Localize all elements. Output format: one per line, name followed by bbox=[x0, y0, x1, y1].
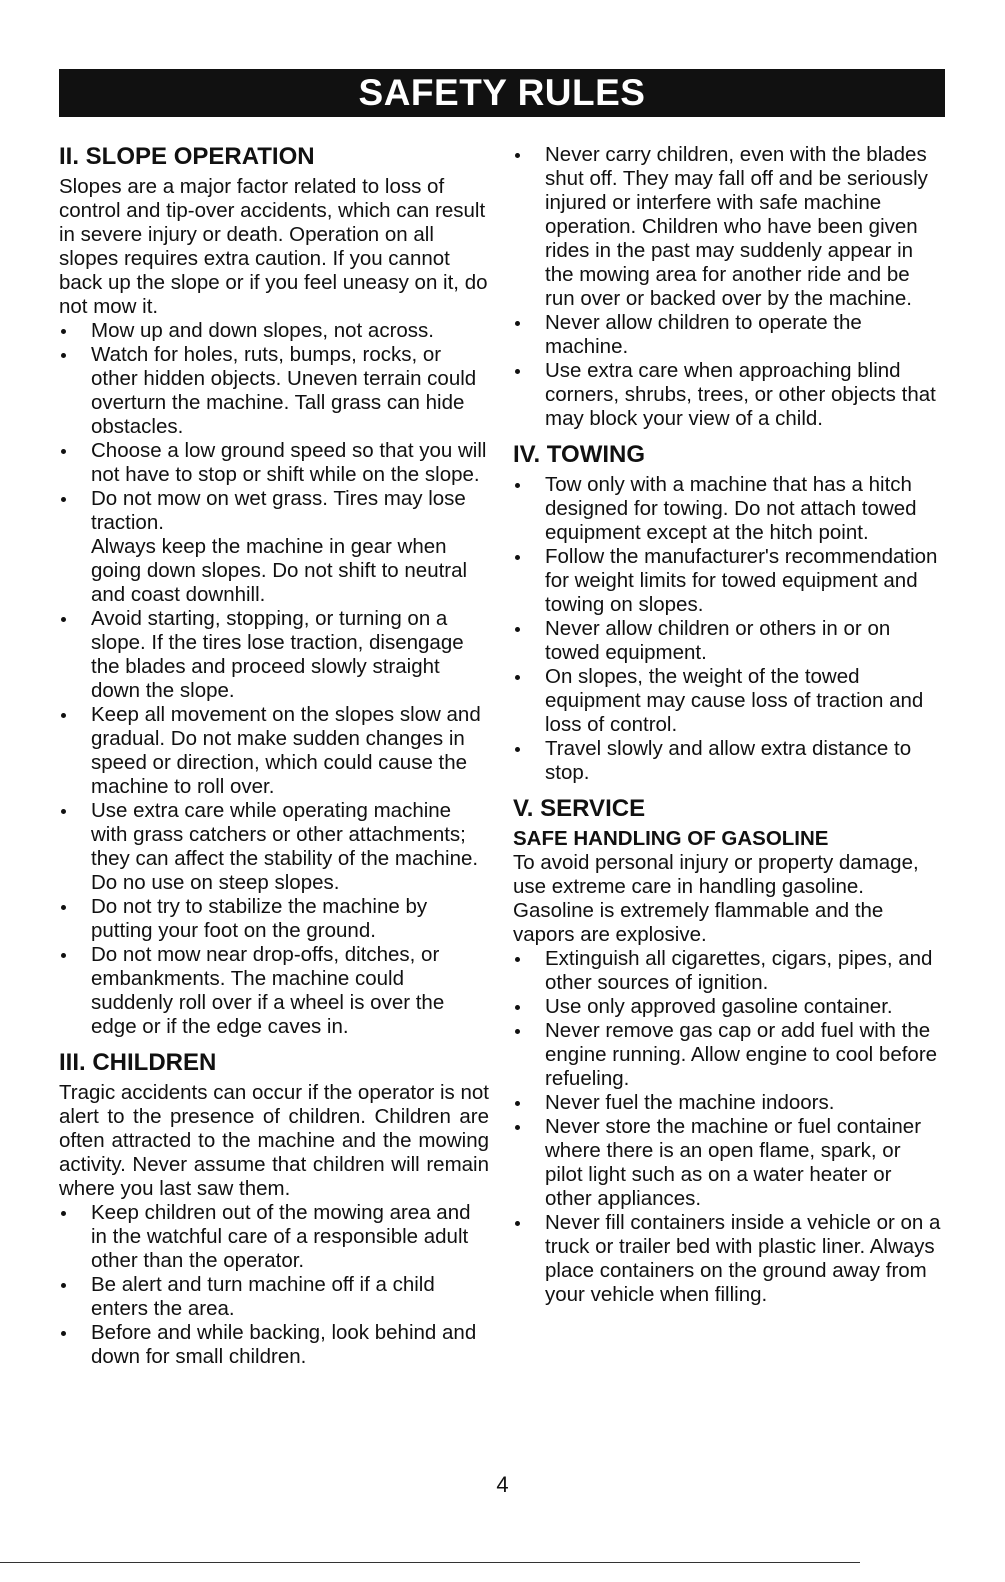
list-item: Mow up and down slopes, not across. bbox=[59, 319, 489, 343]
bullet-icon bbox=[515, 747, 520, 752]
slope-operation-heading: II. SLOPE OPERATION bbox=[59, 143, 315, 170]
list-item: Never allow children or others in or on towed equipment. bbox=[513, 617, 941, 665]
slope-operation-intro: Slopes are a major factor related to loss of control and tip-over accidents, which can result in severe injury or death. Operation on all slopes requires extra caution. If you cannot back up the slope or if you feel uneasy on it, do not mow it. bbox=[59, 175, 488, 318]
bullet-icon bbox=[61, 953, 66, 958]
list-item: Never fuel the machine indoors. bbox=[513, 1091, 941, 1115]
bullet-icon bbox=[61, 329, 66, 334]
wet-grass-extra-note: Always keep the machine in gear when going down slopes. Do not shift to neutral and coast downhill. bbox=[91, 535, 468, 606]
bullet-icon bbox=[515, 1101, 520, 1106]
children-heading: III. CHILDREN bbox=[59, 1049, 217, 1076]
list-item: Never store the machine or fuel container where there is an open flame, spark, or pilot light such as on a water heater or other appliances. bbox=[513, 1115, 941, 1211]
bullet-icon bbox=[515, 1005, 520, 1010]
bullet-icon bbox=[515, 321, 520, 326]
children-intro: Tragic accidents can occur if the operator is not alert to the presence of children. Children are often attracted to the machine and the mowing activity. Never assume that children will remain where you last saw them. bbox=[59, 1081, 489, 1200]
list-item: Never carry children, even with the blades shut off. They may fall off and be seriously injured or interfere with safe machine operation. Children who have been given rides in the past may suddenly appear in the mowing area for another ride and be run over or backed over by the machine. bbox=[513, 143, 941, 311]
bullet-icon bbox=[61, 809, 66, 814]
bullet-icon bbox=[515, 555, 520, 560]
bullet-icon bbox=[515, 1029, 520, 1034]
list-item: Do not mow on wet grass. Tires may lose traction. Always keep the machine in gear when going down slopes. Do not shift to neutral and coast downhill. bbox=[59, 487, 489, 607]
list-item: Do not mow near drop-offs, ditches, or embankments. The machine could suddenly roll over if a wheel is over the edge or if the edge caves in. bbox=[59, 943, 489, 1039]
bullet-icon bbox=[515, 483, 520, 488]
bullet-icon bbox=[61, 713, 66, 718]
list-item: Extinguish all cigarettes, cigars, pipes, and other sources of ignition. bbox=[513, 947, 941, 995]
list-item: Never remove gas cap or add fuel with the engine running. Allow engine to cool before refueling. bbox=[513, 1019, 941, 1091]
list-item: Avoid starting, stopping, or turning on a slope. If the tires lose traction, disengage the blades and proceed slowly straight down the slope. bbox=[59, 607, 489, 703]
service-heading: V. SERVICE bbox=[513, 795, 646, 822]
bullet-icon bbox=[61, 1283, 66, 1288]
list-item: Keep all movement on the slopes slow and gradual. Do not make sudden changes in speed or direction, which could cause the machine to roll over. bbox=[59, 703, 489, 799]
list-item: Never fill containers inside a vehicle or on a truck or trailer bed with plastic liner. Always place containers on the ground away from your vehicle when filling. bbox=[513, 1211, 941, 1307]
towing-heading: IV. TOWING bbox=[513, 441, 646, 468]
page-title-banner: SAFETY RULES bbox=[59, 69, 945, 117]
bullet-icon bbox=[515, 675, 520, 680]
bullet-icon bbox=[515, 627, 520, 632]
list-item: Watch for holes, ruts, bumps, rocks, or other hidden objects. Uneven terrain could overturn the machine. Tall grass can hide obstacles. bbox=[59, 343, 489, 439]
list-item: Follow the manufacturer's recommendation for weight limits for towed equipment and towing on slopes. bbox=[513, 545, 941, 617]
bullet-icon bbox=[515, 1125, 520, 1130]
list-item: Do not try to stabilize the machine by putting your foot on the ground. bbox=[59, 895, 489, 943]
bullet-icon bbox=[61, 353, 66, 358]
left-column bbox=[59, 143, 489, 1369]
footer-divider bbox=[0, 1562, 860, 1563]
list-item: Use extra care when approaching blind corners, shrubs, trees, or other objects that may block your view of a child. bbox=[513, 359, 941, 431]
list-item: Tow only with a machine that has a hitch designed for towing. Do not attach towed equipment except at the hitch point. bbox=[513, 473, 941, 545]
bullet-icon bbox=[515, 153, 520, 158]
bullet-icon bbox=[61, 617, 66, 622]
list-item: On slopes, the weight of the towed equipment may cause loss of traction and loss of control. bbox=[513, 665, 941, 737]
list-item: Before and while backing, look behind and down for small children. bbox=[59, 1321, 489, 1369]
bullet-icon bbox=[61, 1211, 66, 1216]
list-item: Keep children out of the mowing area and in the watchful care of a responsible adult other than the operator. bbox=[59, 1201, 489, 1273]
right-column bbox=[513, 143, 941, 1307]
list-item: Use only approved gasoline container. bbox=[513, 995, 941, 1019]
bullet-icon bbox=[515, 1221, 520, 1226]
list-item: Choose a low ground speed so that you will not have to stop or shift while on the slope. bbox=[59, 439, 489, 487]
list-item: Never allow children to operate the machine. bbox=[513, 311, 941, 359]
bullet-icon bbox=[515, 957, 520, 962]
bullet-icon bbox=[61, 1331, 66, 1336]
service-intro: To avoid personal injury or property damage, use extreme care in handling gasoline. Gasoline is extremely flammable and the vapors are explosive. bbox=[513, 851, 919, 946]
bullet-icon bbox=[61, 905, 66, 910]
list-item: Travel slowly and allow extra distance to stop. bbox=[513, 737, 941, 785]
slope-operation-list bbox=[59, 319, 489, 1039]
children-list bbox=[59, 1201, 489, 1369]
gasoline-subheading: SAFE HANDLING OF GASOLINE bbox=[513, 827, 829, 850]
page-number: 4 bbox=[496, 1472, 509, 1497]
service-list bbox=[513, 947, 941, 1307]
bullet-icon bbox=[61, 497, 66, 502]
bullet-icon bbox=[515, 369, 520, 374]
children-list-continued bbox=[513, 143, 941, 431]
towing-list bbox=[513, 473, 941, 785]
bullet-icon bbox=[61, 449, 66, 454]
list-item: Be alert and turn machine off if a child enters the area. bbox=[59, 1273, 489, 1321]
list-item: Use extra care while operating machine with grass catchers or other attachments; they can affect the stability of the machine. Do no use on steep slopes. bbox=[59, 799, 489, 895]
